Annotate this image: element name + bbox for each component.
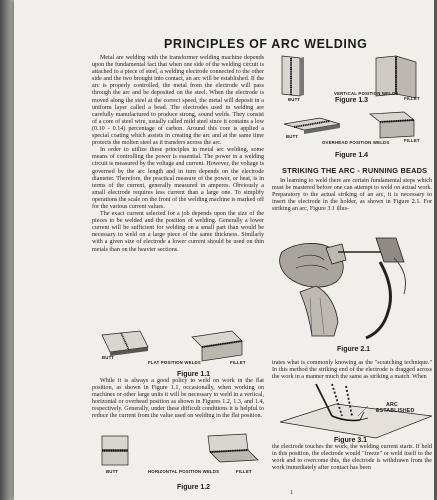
figure-1-2-caption: Figure 1.2: [177, 484, 211, 491]
figure-label-fillet: FILLET: [404, 96, 420, 101]
right-column-text: [272, 178, 432, 213]
paragraph: In learning to weld there are certain fundamental steps which must be mastered before one can attempt to weld on actual work. Preparatory to the actual striking of an arc, it is necessary to insert the electrode in the holder, as shown in Figure 2.1. For striking an arc, Figure 3.1 illus-: [272, 178, 432, 213]
figure-1-2: [98, 432, 268, 476]
figure-label: VERTICAL POSITION WELDS: [334, 91, 399, 96]
arc-established-label: ESTABLISHED: [376, 408, 415, 414]
figure-label: OVERHEAD POSITION WELDS: [322, 140, 390, 145]
figure-label-butt: BUTT: [286, 134, 299, 139]
figure-label-butt: BUTT: [102, 355, 115, 360]
figure-label-fillet: FILLET: [404, 138, 420, 143]
paragraph: the electrode touches the work, the welding current starts. If held in this position, the electrode would "freeze" or weld itself to the work and to overcome this, the electrode is withdrawn from the work immediately after contact has been: [272, 444, 432, 472]
figure-label-butt: BUTT: [106, 469, 119, 474]
paragraph: In order to utilize these principles in metal arc welding, some means of controlling the power is essential. The power in a welding circuit is measured by the voltage and current. However, the voltage is governed by the arc length and in turn depends on the electrode diameter. Therefore, the practical measure of the power, or heat, is in terms of the current, generally measured in amperes. Obviously a small electrode requires less current than a large one. To simplify operations the scale on the front of the welding machine is marked off for the various current values.: [92, 147, 264, 210]
figure-2-1-caption: Figure 2.1: [337, 346, 371, 353]
figure-label-fillet: FILLET: [230, 360, 246, 365]
figure-1-3-caption: Figure 1.3: [335, 97, 369, 104]
book-spine-shadow: [0, 0, 14, 500]
figure-label: FLAT POSITION WELDS: [148, 360, 201, 365]
right-column-text: [272, 360, 432, 381]
page-number: 1: [290, 490, 293, 496]
figure-1-4-caption: Figure 1.4: [335, 152, 369, 159]
figure-3-1: [276, 382, 432, 440]
figure-3-1-caption: Figure 3.1: [334, 437, 368, 444]
right-column-text: [272, 444, 432, 472]
arc-label: ARC: [386, 402, 398, 408]
paragraph: While it is always a good policy to weld on work in the flat position, as shown in Figure 1.1, occasionally, when working on machines or other large units it will be necessary to weld in a vertical, horizontal or overhead position as shown in Figures 1.2, 1.3, and 1.4, respectively. Generally, under these difficult conditions it is helpful to reduce the current from the value used on welding in the flat position.: [92, 378, 264, 420]
paragraph: trates what is commonly knowing as the "scratching technique." In this method the striking end of the electrode is dragged across the work in a manner much the same as striking a match. When: [272, 360, 432, 381]
section-heading: STRIKING THE ARC - RUNNING BEADS: [282, 166, 428, 175]
figure-1-1-caption: Figure 1.1: [177, 371, 211, 378]
figure-label-butt: BUTT: [288, 97, 301, 102]
paragraph: Metal are welding with the transformer welding machine depends upon the fundamental fact that when one side of the welding circuit is attached to a piece of steel, a welding electrode connected to the other side and the two brought into contact, an arc will be established. If the arc is properly controlled, the metal from the electrode will pass through the arc and be deposited on the steel. When the electrode is moved along the steel at the correct speed, the metal will deposit in a uniform layer called a bead. The electrodes used in welding are carefully manufactured to produce strong, sound welds. They consist of a core of steel wire, usually called mild steel since it contains a low (0.10 - 0.14) percentage of carbon. Around this core is applied a special coating which assists in creating the arc and at the same time protects the molten steel as it transfers across the arc.: [92, 55, 264, 147]
figure-2-1: [276, 222, 432, 352]
paragraph: The exact current selected for a job depends upon the size of the pieces to be welded and the position of welding. Generally a lower current will be sufficient for welding on a small part than would be necessary to weld on a large piece of the same thickness. Similarly with a given size of electrode a lower current should be used on thin metals than on the heavier sections.: [92, 211, 264, 253]
left-column-text: [92, 55, 264, 254]
figure-1-3: [276, 54, 426, 102]
page-title: PRINCIPLES OF ARC WELDING: [164, 37, 368, 51]
figure-label-fillet: FILLET: [236, 469, 252, 474]
figure-1-1: [92, 327, 262, 367]
left-column-text: [92, 378, 264, 421]
figure-label: HORIZONTAL POSITION WELDS: [148, 469, 220, 474]
document-page: [14, 0, 434, 500]
figure-1-4: [280, 110, 430, 148]
